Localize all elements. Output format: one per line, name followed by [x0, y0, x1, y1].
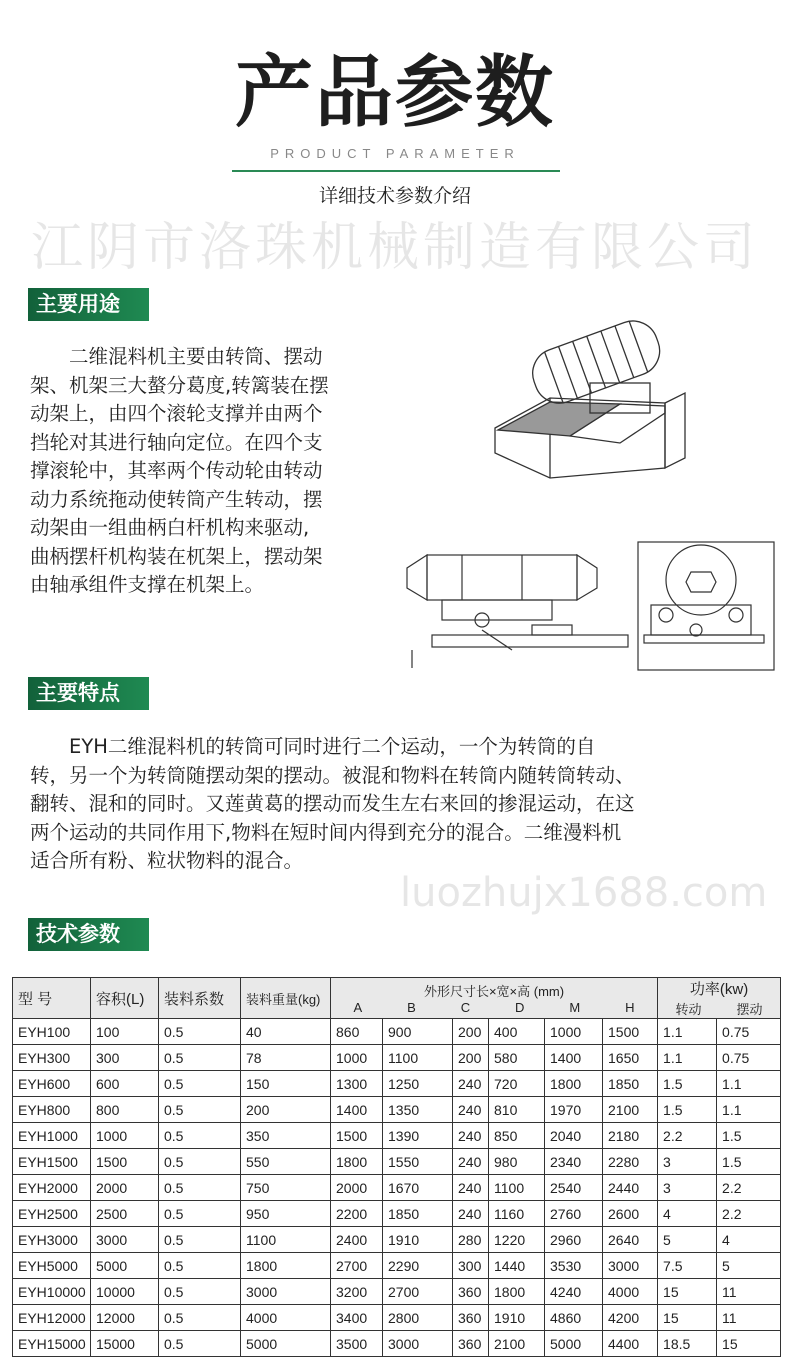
table-cell: EYH1500 — [13, 1149, 91, 1175]
table-row — [13, 1305, 781, 1331]
table-cell: 4860 — [545, 1305, 603, 1331]
table-cell: EYH5000 — [13, 1253, 91, 1279]
table-row — [13, 1071, 781, 1097]
table-cell: 1800 — [241, 1253, 331, 1279]
table-cell: 2.2 — [717, 1175, 781, 1201]
header-dim-D: D — [515, 1000, 525, 1015]
table-cell: 2600 — [603, 1201, 658, 1227]
header-model: 型 号 — [13, 978, 91, 1019]
table-cell: 240 — [453, 1123, 489, 1149]
table-cell: 0.5 — [159, 1331, 241, 1357]
table-cell: 3 — [658, 1149, 717, 1175]
table-cell: 900 — [383, 1019, 453, 1045]
table-cell: 240 — [453, 1175, 489, 1201]
table-cell: EYH600 — [13, 1071, 91, 1097]
table-cell: 15 — [717, 1331, 781, 1357]
table-cell: EYH3000 — [13, 1227, 91, 1253]
mixer-side-view-drawing — [402, 540, 630, 670]
table-cell: 15000 — [91, 1331, 159, 1357]
table-cell: 2100 — [489, 1331, 545, 1357]
table-cell: 0.5 — [159, 1149, 241, 1175]
table-cell: EYH10000 — [13, 1279, 91, 1305]
table-cell: EYH2500 — [13, 1201, 91, 1227]
table-cell: 4 — [717, 1227, 781, 1253]
table-cell: 4200 — [603, 1305, 658, 1331]
table-cell: 4000 — [603, 1279, 658, 1305]
table-row — [13, 1149, 781, 1175]
header-dim-C: C — [460, 1000, 471, 1015]
table-row — [13, 1331, 781, 1357]
table-cell: 600 — [91, 1071, 159, 1097]
header-power-col: 摆动 — [736, 1002, 763, 1017]
table-cell: 4000 — [241, 1305, 331, 1331]
table-cell: 1910 — [383, 1227, 453, 1253]
table-cell: 78 — [241, 1045, 331, 1071]
header-power — [658, 978, 781, 1019]
page-title: 产品参数 — [234, 48, 555, 138]
table-cell: 11 — [717, 1279, 781, 1305]
table-cell: 0.5 — [159, 1201, 241, 1227]
table-cell: 0.75 — [717, 1019, 781, 1045]
table-cell: 5 — [717, 1253, 781, 1279]
table-cell: 1440 — [489, 1253, 545, 1279]
table-cell: 1500 — [91, 1149, 159, 1175]
table-cell: 1100 — [241, 1227, 331, 1253]
table-cell: 240 — [453, 1201, 489, 1227]
table-cell: 280 — [453, 1227, 489, 1253]
table-cell: 0.5 — [159, 1019, 241, 1045]
table-cell: 2.2 — [717, 1201, 781, 1227]
table-cell: 3 — [658, 1175, 717, 1201]
table-row — [13, 1175, 781, 1201]
table-cell: 10000 — [91, 1279, 159, 1305]
table-cell: 2290 — [383, 1253, 453, 1279]
table-cell: 2000 — [91, 1175, 159, 1201]
table-cell: 200 — [241, 1097, 331, 1123]
table-cell: 0.5 — [159, 1123, 241, 1149]
table-cell: 1400 — [545, 1045, 603, 1071]
table-cell: 1300 — [331, 1071, 383, 1097]
paragraph-line: 动架上，由四个滚轮支撑并由两个 — [30, 402, 323, 425]
table-cell: 2180 — [603, 1123, 658, 1149]
paragraph-line: 动架由一组曲柄白杆机构来驱动, — [30, 516, 310, 539]
table-cell: 0.5 — [159, 1175, 241, 1201]
table-cell: 1970 — [545, 1097, 603, 1123]
table-cell: 15 — [658, 1279, 717, 1305]
table-cell: 4240 — [545, 1279, 603, 1305]
spec-table — [12, 977, 781, 1357]
table-cell: EYH1000 — [13, 1123, 91, 1149]
table-cell: 3000 — [603, 1253, 658, 1279]
mixer-end-view-drawing — [636, 540, 776, 672]
table-cell: 720 — [489, 1071, 545, 1097]
watermark-site: luozhujx1688.com — [400, 870, 768, 916]
header-volume: 容积(L) — [91, 978, 159, 1019]
table-cell: 1.1 — [658, 1019, 717, 1045]
mixer-isometric-illustration — [490, 318, 770, 483]
table-cell: 1.1 — [717, 1097, 781, 1123]
table-cell: 1000 — [545, 1019, 603, 1045]
table-cell: 1400 — [331, 1097, 383, 1123]
table-cell: 3000 — [383, 1331, 453, 1357]
table-cell: 5000 — [241, 1331, 331, 1357]
table-cell: 360 — [453, 1331, 489, 1357]
header-dimensions — [331, 978, 658, 1019]
table-cell: 0.5 — [159, 1305, 241, 1331]
table-cell: 1000 — [331, 1045, 383, 1071]
features-paragraph — [30, 733, 635, 876]
table-cell: 800 — [91, 1097, 159, 1123]
section-badge-specs: 技术参数 — [28, 918, 149, 951]
title-divider — [232, 170, 560, 172]
table-cell: 240 — [453, 1071, 489, 1097]
table-cell: 1350 — [383, 1097, 453, 1123]
table-cell: 5 — [658, 1227, 717, 1253]
table-cell: 360 — [453, 1305, 489, 1331]
table-cell: 2640 — [603, 1227, 658, 1253]
table-cell: 2340 — [545, 1149, 603, 1175]
table-cell: 100 — [91, 1019, 159, 1045]
table-cell: 1.1 — [658, 1045, 717, 1071]
table-cell: 1800 — [489, 1279, 545, 1305]
header-dim-M: M — [569, 1000, 581, 1015]
table-cell: 4400 — [603, 1331, 658, 1357]
header-dims-label: 外形尺寸长×宽×高 (mm) — [423, 984, 565, 999]
paragraph-line: 动力系统拖动使转筒产生转动，摆 — [30, 487, 323, 511]
table-cell: 1.5 — [658, 1071, 717, 1097]
header-coef: 装料系数 — [159, 978, 241, 1019]
table-cell: 1000 — [91, 1123, 159, 1149]
paragraph-line: EYH二维混料机的转筒可同时进行二个运动，一个为转筒的自 — [30, 735, 596, 758]
table-cell: 850 — [489, 1123, 545, 1149]
table-row — [13, 1227, 781, 1253]
table-cell: 3500 — [331, 1331, 383, 1357]
table-cell: EYH12000 — [13, 1305, 91, 1331]
table-cell: 2200 — [331, 1201, 383, 1227]
table-row — [13, 1253, 781, 1279]
table-cell: 2440 — [603, 1175, 658, 1201]
header-weight: 装料重量(kg) — [241, 978, 331, 1019]
table-cell: 2540 — [545, 1175, 603, 1201]
table-cell: 240 — [453, 1097, 489, 1123]
table-cell: 950 — [241, 1201, 331, 1227]
table-cell: 200 — [453, 1045, 489, 1071]
table-cell: 360 — [453, 1279, 489, 1305]
table-cell: 550 — [241, 1149, 331, 1175]
table-cell: 1220 — [489, 1227, 545, 1253]
table-cell: 0.5 — [159, 1045, 241, 1071]
table-cell: 18.5 — [658, 1331, 717, 1357]
table-cell: 1850 — [603, 1071, 658, 1097]
table-cell: 1850 — [383, 1201, 453, 1227]
table-cell: 5000 — [545, 1331, 603, 1357]
table-cell: 12000 — [91, 1305, 159, 1331]
table-cell: 1670 — [383, 1175, 453, 1201]
header-dim-H: H — [625, 1000, 635, 1015]
table-cell: 1.5 — [658, 1097, 717, 1123]
table-row — [13, 1097, 781, 1123]
table-cell: 1800 — [545, 1071, 603, 1097]
table-row — [13, 1201, 781, 1227]
table-cell: EYH2000 — [13, 1175, 91, 1201]
table-cell: EYH100 — [13, 1019, 91, 1045]
table-row — [13, 1045, 781, 1071]
table-cell: 1500 — [331, 1123, 383, 1149]
section-badge-features: 主要特点 — [28, 677, 149, 710]
watermark-company: 江阴市洛珠机械制造有限公司 — [30, 218, 759, 278]
table-cell: 240 — [453, 1149, 489, 1175]
paragraph-line: 曲柄摆杆机构装在杌架上，摆动架 — [30, 544, 323, 568]
table-row — [13, 1019, 781, 1045]
table-cell: 350 — [241, 1123, 331, 1149]
table-cell: 0.75 — [717, 1045, 781, 1071]
table-cell: 1.5 — [717, 1123, 781, 1149]
table-cell: 11 — [717, 1305, 781, 1331]
table-cell: 3000 — [241, 1279, 331, 1305]
table-cell: 860 — [331, 1019, 383, 1045]
table-cell: 4 — [658, 1201, 717, 1227]
table-cell: 1100 — [489, 1175, 545, 1201]
table-cell: 1550 — [383, 1149, 453, 1175]
table-cell: 300 — [453, 1253, 489, 1279]
table-cell: 2960 — [545, 1227, 603, 1253]
table-cell: 2000 — [331, 1175, 383, 1201]
table-cell: 2760 — [545, 1201, 603, 1227]
table-cell: 3200 — [331, 1279, 383, 1305]
header-power-col: 转动 — [675, 1002, 702, 1017]
table-cell: 0.5 — [159, 1227, 241, 1253]
table-cell: 580 — [489, 1045, 545, 1071]
header-dim-A: A — [353, 1000, 363, 1015]
table-row — [13, 1279, 781, 1305]
table-cell: 1.5 — [717, 1149, 781, 1175]
paragraph-line: 二维混料机主要由转筒、摆动 — [30, 345, 323, 368]
table-cell: 7.5 — [658, 1253, 717, 1279]
table-cell: 2700 — [331, 1253, 383, 1279]
table-cell: 2800 — [383, 1305, 453, 1331]
table-cell: 0.5 — [159, 1253, 241, 1279]
header-dim-B: B — [407, 1000, 416, 1015]
table-cell: 810 — [489, 1097, 545, 1123]
table-cell: 980 — [489, 1149, 545, 1175]
intro-text: 详细技术参数介绍 — [318, 185, 471, 207]
table-cell: 1250 — [383, 1071, 453, 1097]
table-cell: 1650 — [603, 1045, 658, 1071]
paragraph-line: 翻转、混和的同时。又莲黄葛的摆动而发生左右来回的掺混运动，在这 — [30, 792, 635, 815]
table-cell: 3530 — [545, 1253, 603, 1279]
header-dim-cols — [331, 1000, 657, 1015]
table-cell: 1500 — [603, 1019, 658, 1045]
table-cell: 1910 — [489, 1305, 545, 1331]
header-power-cols — [658, 999, 780, 1018]
table-cell: 750 — [241, 1175, 331, 1201]
table-cell: 2280 — [603, 1149, 658, 1175]
table-cell: 0.5 — [159, 1279, 241, 1305]
page-subtitle: PRODUCT PARAMETER — [270, 146, 520, 161]
table-cell: 40 — [241, 1019, 331, 1045]
table-cell: 0.5 — [159, 1071, 241, 1097]
table-cell: 0.5 — [159, 1097, 241, 1123]
paragraph-line: 适合所有粉、粒状物料的混合。 — [30, 849, 304, 872]
paragraph-line: 架、机架三大螯分葛度,转篱装在摆 — [30, 373, 329, 397]
paragraph-line: 转，另一个为转筒随摆动架的摆动。被混和物料在转筒内随转筒转动、 — [30, 763, 635, 787]
paragraph-line: 撑滚轮中，其率两个传动轮由转动 — [30, 459, 323, 482]
paragraph-line: 两个运动的共同作用下,物料在短时间内得到充分的混合。二维漫料机 — [30, 820, 622, 844]
table-cell: 300 — [91, 1045, 159, 1071]
table-cell: 15 — [658, 1305, 717, 1331]
table-cell: 2100 — [603, 1097, 658, 1123]
table-cell: 2500 — [91, 1201, 159, 1227]
table-cell: EYH15000 — [13, 1331, 91, 1357]
header-power-label: 功率(kw) — [689, 981, 749, 998]
table-cell: 1.1 — [717, 1071, 781, 1097]
table-cell: 1390 — [383, 1123, 453, 1149]
table-cell: 200 — [453, 1019, 489, 1045]
table-cell: 2400 — [331, 1227, 383, 1253]
table-row — [13, 1123, 781, 1149]
table-cell: 3000 — [91, 1227, 159, 1253]
paragraph-line: 由轴承组件支撑在机架上。 — [30, 573, 265, 596]
table-cell: EYH300 — [13, 1045, 91, 1071]
table-cell: 1100 — [383, 1045, 453, 1071]
table-cell: 400 — [489, 1019, 545, 1045]
paragraph-line: 挡轮对其进行轴向定位。在四个支 — [30, 430, 323, 454]
table-cell: 2.2 — [658, 1123, 717, 1149]
table-cell: 150 — [241, 1071, 331, 1097]
table-cell: 5000 — [91, 1253, 159, 1279]
table-cell: 2700 — [383, 1279, 453, 1305]
section-badge-usage: 主要用途 — [28, 288, 149, 321]
table-cell: 2040 — [545, 1123, 603, 1149]
table-cell: 3400 — [331, 1305, 383, 1331]
table-cell: 1160 — [489, 1201, 545, 1227]
usage-paragraph — [30, 343, 329, 600]
table-cell: 1800 — [331, 1149, 383, 1175]
table-cell: EYH800 — [13, 1097, 91, 1123]
